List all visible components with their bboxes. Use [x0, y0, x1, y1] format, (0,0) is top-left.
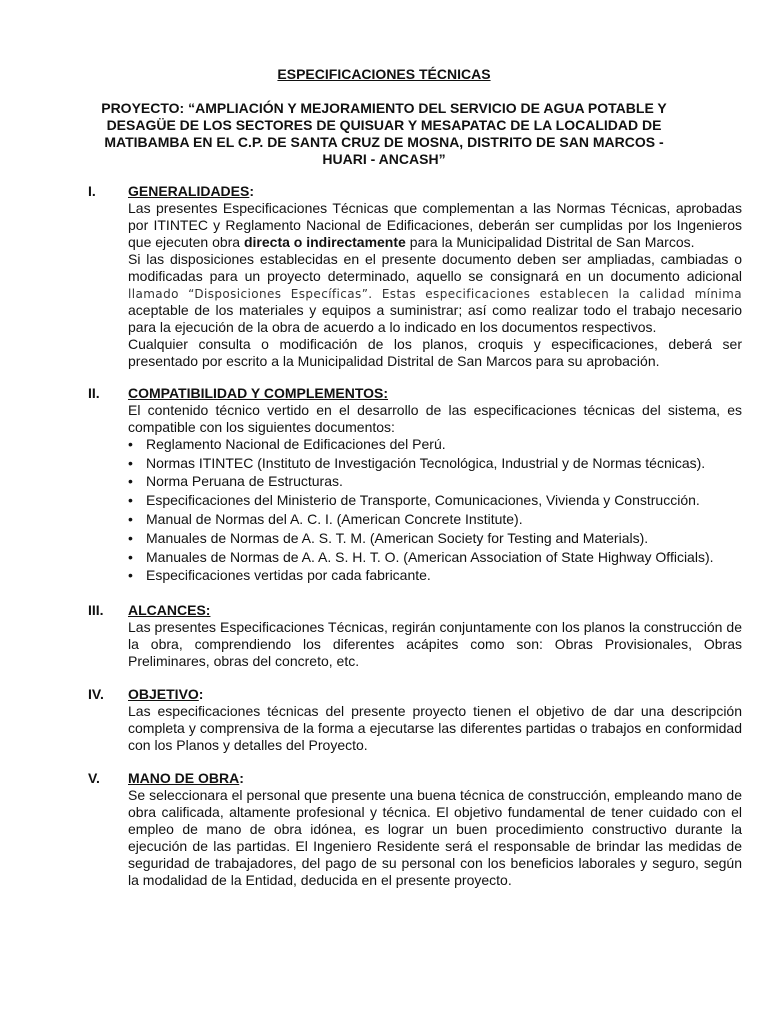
text-run: aceptable de los materiales y equipos a suministrar; así como realizar todo el trabajo necesario para la ejecución de la obra de acuerdo a lo indicado en los documentos respectivos. — [128, 302, 742, 336]
project-heading: PROYECTO: “AMPLIACIÓN Y MEJORAMIENTO DEL SERVICIO DE AGUA POTABLE Y DESAGÜE DE LOS SECTORES DE QUISUAR Y MESAPATAC DE LA LOCALIDAD DE MATIBAMBA EN EL C.P. DE SANTA CRUZ DE MOSNA, DISTRITO DE SAN MARCOS - HUARI - ANCASH” — [101, 100, 667, 167]
section-objetivo — [88, 686, 742, 754]
section-number: IV. — [88, 686, 104, 702]
bullet-icon: • — [128, 567, 133, 584]
section-generalidades — [88, 183, 742, 370]
section-number: V. — [88, 770, 100, 786]
list-item-text: Norma Peruana de Estructuras. — [146, 473, 343, 490]
section-heading — [88, 770, 742, 787]
bullet-icon: • — [128, 435, 133, 452]
section-title: COMPATIBILIDAD Y COMPLEMENTOS: — [128, 385, 389, 401]
section-title — [128, 686, 203, 702]
section-title-colon: : — [239, 770, 244, 786]
paragraph: Las especificaciones técnicas del presente proyecto tienen el objetivo de dar una descripción completa y comprensiva de la forma a ejecutarse las diferentes partidas o trabajos en conformidad con los Planos y detalles del Proyecto. — [128, 703, 742, 753]
section-alcances — [88, 602, 742, 670]
section-heading — [88, 686, 742, 703]
list-item — [128, 492, 742, 509]
list-item — [128, 567, 742, 584]
section-compatibilidad — [88, 385, 742, 586]
section-title-colon: : — [198, 686, 204, 702]
section-title-text: GENERALIDADES — [128, 183, 250, 199]
bullet-icon: • — [128, 529, 133, 546]
bullet-icon: • — [128, 548, 133, 565]
section-title — [128, 770, 244, 786]
list-item — [128, 549, 742, 566]
list-item-text: Manual de Normas del A. C. I. (American Concrete Institute). — [146, 511, 523, 527]
bullet-icon: • — [128, 492, 133, 509]
section-body — [128, 703, 742, 754]
section-title-text: MANO DE OBRA — [128, 770, 240, 786]
bold-text: directa o indirectamente — [243, 233, 406, 250]
paragraph: Las presentes Especificaciones Técnicas, regirán conjuntamente con los planos la construcción de la obra, comprendiendo los diferentes acápites como son: Obras Provisionales, Obras Preliminares, obras del concreto, etc. — [128, 619, 742, 669]
document-list — [128, 436, 742, 584]
list-item-text: Normas ITINTEC (Instituto de Investigación Tecnológica, Industrial y de Normas técnicas). — [146, 454, 706, 471]
list-item-text: Reglamento Nacional de Edificaciones del Perú. — [146, 435, 446, 452]
paragraph — [128, 251, 742, 337]
text-run: Si las disposiciones establecidas en el presente documento deben ser ampliadas, cambiadas o modificadas para un proyecto determinado, aquello se consignará en un documento adicional — [128, 250, 742, 284]
section-body — [128, 200, 742, 370]
list-item-text: Especificaciones vertidas por cada fabricante. — [146, 567, 431, 584]
text-run: Las presentes Especificaciones Técnicas que complementan a las Normas Técnicas, aprobadas por ITINTEC y Reglamento Nacional de Edificaciones, deberán ser cumplidas por los Ingenieros que ejecuten obra — [128, 200, 742, 250]
list-item-text: Especificaciones del Ministerio de Transporte, Comunicaciones, Vivienda y Construcción. — [146, 492, 700, 509]
paragraph: El contenido técnico vertido en el desarrollo de las especificaciones técnicas del sistema, es compatible con los siguientes documentos: — [128, 402, 742, 435]
section-title — [128, 183, 254, 199]
section-number: I. — [88, 183, 96, 199]
section-heading — [88, 385, 742, 402]
list-item — [128, 436, 742, 453]
list-item-text: Manuales de Normas de A. S. T. M. (American Society for Testing and Materials). — [146, 529, 649, 546]
section-body — [128, 619, 742, 670]
list-item — [128, 511, 742, 528]
bullet-icon: • — [128, 473, 133, 490]
text-run-small: llamado “Disposiciones Específicas”. Estas especificaciones establecen la calidad mínima — [128, 286, 742, 301]
section-title-text: OBJETIVO — [128, 686, 199, 702]
list-item — [128, 455, 742, 472]
section-number: III. — [88, 602, 104, 618]
bullet-icon: • — [128, 454, 133, 471]
section-number: II. — [88, 385, 100, 401]
paragraph: Se seleccionara el personal que presente una buena técnica de construcción, empleando mano de obra calificada, altamente profesional y técnica. El objetivo fundamental de tener cuidado con el empleo de mano de obra idónea, es lograr un buen procedimiento constructivo durante la ejecución de las partidas. El Ingeniero Residente será el responsable de brindar las medidas de seguridad de trabajadores, del pago de su personal con los beneficios laborales y seguro, según la modalidad de la Entidad, deducida en el presente proyecto. — [128, 787, 742, 888]
section-title-colon: : — [249, 183, 255, 199]
section-heading — [88, 602, 742, 619]
paragraph: Cualquier consulta o modificación de los planos, croquis y especificaciones, deberá ser presentado por escrito a la Municipalidad Distrital de San Marcos para su aprobación. — [128, 336, 742, 370]
paragraph — [128, 200, 742, 251]
text-run: para la Municipalidad Distrital de San Marcos. — [405, 233, 695, 250]
section-body — [128, 402, 742, 584]
section-title: ALCANCES: — [128, 602, 211, 618]
document-title: ESPECIFICACIONES TÉCNICAS — [277, 66, 491, 82]
list-item-text: Manuales de Normas de A. A. S. H. T. O. (American Association of State Highway Officials). — [146, 548, 714, 565]
list-item — [128, 530, 742, 547]
section-heading — [88, 183, 742, 200]
section-mano-de-obra — [88, 770, 742, 888]
section-body — [128, 787, 742, 888]
list-item — [128, 473, 742, 490]
bullet-icon: • — [128, 511, 133, 527]
